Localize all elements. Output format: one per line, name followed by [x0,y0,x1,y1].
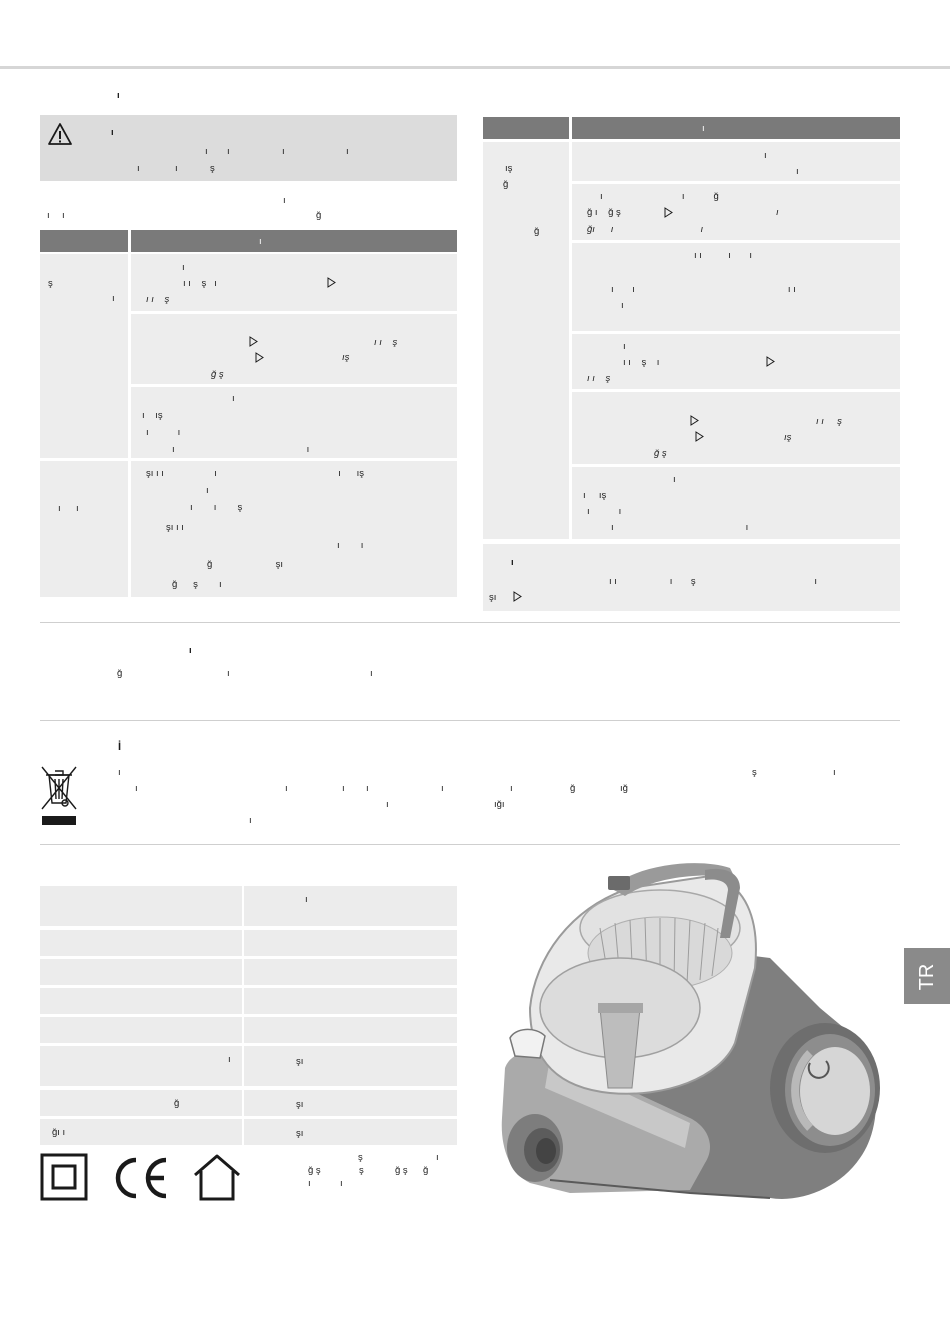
spec-value: ı [305,894,308,905]
mid-section-title: ı [189,645,192,656]
table-text-fragment: ğ şı [207,559,284,570]
spec-row [40,886,457,926]
section-divider [40,720,900,721]
table-text-fragment: ı ı ş [374,337,398,348]
weee-fragment: ığı [494,799,505,810]
play-arrow-icon [255,352,264,363]
table-text-fragment: ış [342,352,350,363]
weee-fragment: ı [285,783,288,794]
table-text-fragment: ı [621,300,624,311]
weee-fragment: ı [118,767,121,778]
spec-row [40,988,457,1014]
right-table-cell [572,142,900,181]
spec-label: ı [228,1054,231,1065]
table-text-fragment: ı ı [611,522,749,533]
weee-fragment: ş [752,767,757,778]
table-text-fragment: ı [764,150,767,161]
table-text-fragment: ı ı ş [587,373,611,384]
left-table-label-fragment: ş [48,278,53,289]
weee-fragment: ığ [620,783,628,794]
house-icon [191,1153,243,1201]
spec-value: şı [296,1056,304,1067]
play-arrow-icon [664,207,673,218]
left-table-row1-label [40,254,128,458]
left-table-label-fragment: ı [58,503,61,514]
weee-fragment: ı [833,767,836,778]
spec-row [40,1090,457,1116]
left-table-cell [131,314,457,384]
spec-row [40,959,457,985]
weee-fragment: ı [135,783,138,794]
table-text-fragment: şı ı ı [166,522,184,533]
table-text-fragment: ı [673,474,676,485]
play-arrow-icon [513,591,522,602]
spec-footnote: ğ ş [395,1165,408,1176]
warning-title: ı [111,127,114,138]
table-text-fragment: ı ış [583,490,607,501]
table-text-fragment: ı ı ğ [600,191,719,202]
right-table-label-fragment: ış [505,163,513,174]
section-heading: ı [117,90,120,101]
play-arrow-icon [249,336,258,347]
note-title: ı [511,557,514,568]
play-arrow-icon [766,356,775,367]
table-text-fragment: ı ı [587,506,622,517]
right-table-label-cell [483,142,569,539]
table-text-fragment: ğ ş ı [172,579,222,590]
double-square-icon [40,1153,88,1201]
left-table-row2-label [40,461,128,597]
right-table-label-fragment: ğ [534,226,540,237]
intro-fragment: ı [47,210,50,221]
note-fragment: ı ı ı ş ı [609,576,817,587]
table-text-fragment: ı [796,166,799,177]
spec-label: ğ [174,1098,180,1109]
right-table-header-col2 [572,117,900,139]
right-table-cell [572,392,900,464]
top-rule [0,66,950,69]
table-text-fragment: ğ ı ğ ş [587,207,621,218]
intro-fragment: ı [283,195,286,206]
table-text-fragment: ı ı ı ı [694,250,753,261]
weee-fragment: ı [249,815,252,826]
spec-footnote: ı [436,1152,439,1163]
left-table-label-fragment: ı [112,293,115,304]
table-text-fragment: ı ı [337,540,364,551]
right-table-header-text: ı [702,123,705,134]
note-fragment: şı [489,592,497,603]
warning-text-fragment: ı [137,163,140,174]
table-text-fragment: ı [206,485,209,496]
warning-text-fragment: ı [346,146,349,157]
warning-text-fragment: ş [210,163,215,174]
table-text-fragment: ı ı ş [190,502,243,513]
weee-fragment: ğ [570,783,576,794]
mid-fragment: ğ [117,668,123,679]
spec-footnote: ş [358,1152,363,1163]
warning-box [40,115,457,181]
ce-mark-icon [108,1155,170,1201]
table-text-fragment: ğı ı ı [587,224,704,235]
crossed-out-bin-icon [40,765,78,827]
language-tab [904,948,950,1004]
section-divider [40,622,900,623]
table-text-fragment: ı ı [172,444,310,455]
spec-footnote: ı [308,1178,311,1189]
right-note-box [483,544,900,611]
weee-fragment: ı [342,783,345,794]
left-table-cell [131,254,457,311]
spec-row [40,1046,457,1086]
spec-footnote: ğ [423,1165,429,1176]
warning-text-fragment: ı [282,146,285,157]
table-text-fragment: ı [776,207,779,218]
spec-row [40,930,457,956]
table-text-fragment: ış [784,432,792,443]
warning-text-fragment: ı [227,146,230,157]
warning-text-fragment: ı [175,163,178,174]
left-table-header-col2 [131,230,457,252]
mid-fragment: ı [370,668,373,679]
spec-row [40,1017,457,1043]
vacuum-cleaner-illustration [490,858,890,1220]
spec-row [40,1119,457,1145]
table-text-fragment: ı ı ş [816,416,842,427]
right-table-header-col1 [483,117,569,139]
table-text-fragment: ğ ş [654,448,667,459]
play-arrow-icon [690,415,699,426]
table-text-fragment: ı [623,341,626,352]
intro-fragment: ğ [316,210,322,221]
spec-footnote: ı [340,1178,343,1189]
right-table-label-fragment: ğ [503,179,509,190]
spec-value: şı [296,1128,304,1139]
intro-fragment: ı [62,210,65,221]
table-text-fragment: ı ış [142,410,163,421]
table-text-fragment: ı ı ş ı [623,357,660,368]
right-table-cell [572,334,900,389]
spec-footnote: ğ ş [308,1165,321,1176]
weee-title: İ [118,741,122,753]
table-text-fragment: ı ı ş ı [183,278,217,289]
play-arrow-icon [327,277,336,288]
table-text-fragment: ı ı ş [146,294,170,305]
left-table-header-col1 [40,230,128,252]
table-text-fragment: ı [232,393,235,404]
spec-footnote: ş [359,1165,364,1176]
warning-triangle-icon [47,122,73,146]
weee-fragment: ı [386,799,389,810]
language-tab-label: TR [916,963,938,991]
table-text-fragment: ı ı ı ı [611,284,796,295]
weee-fragment: ı [366,783,369,794]
spec-value: şı [296,1099,304,1110]
table-text-fragment: ı ı [146,427,181,438]
spec-label: ğı ı [52,1127,66,1138]
weee-fragment: ı [441,783,444,794]
section-divider [40,844,900,845]
weee-fragment: ı [510,783,513,794]
table-text-fragment: ı [182,262,185,273]
left-table-label-fragment: ı [76,503,79,514]
play-arrow-icon [695,431,704,442]
table-text-fragment: şı ı ı ı ı ış [146,468,365,479]
mid-fragment: ı [227,668,230,679]
warning-text-fragment: ı [205,146,208,157]
table-text-fragment: ğ ş [211,369,224,380]
left-table-header-text: ı [259,236,262,247]
